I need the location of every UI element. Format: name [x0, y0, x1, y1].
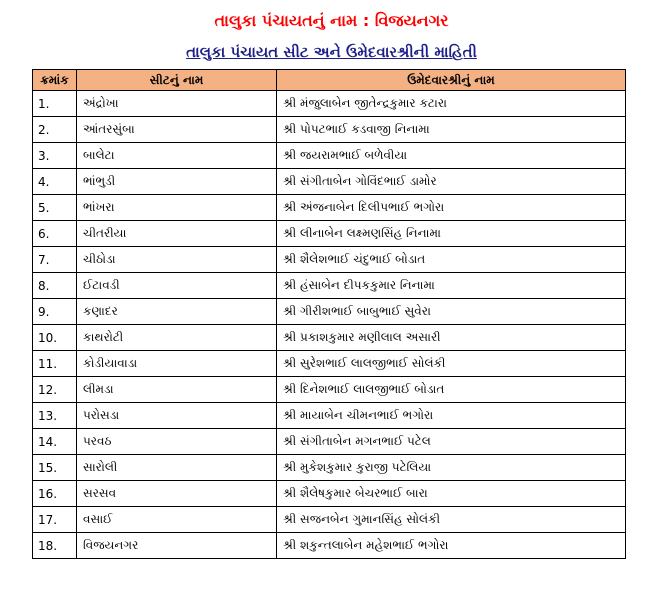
seat-name-cell: સારોલી — [77, 455, 277, 481]
serial-no-cell: 13. — [33, 403, 77, 429]
seat-name-cell: અંદ્રોખા — [77, 91, 277, 117]
serial-no-cell: 11. — [33, 351, 77, 377]
candidate-name-cell: શ્રી જયરામભાઈ બળેવીયા — [277, 143, 626, 169]
seat-name-cell: સરસવ — [77, 481, 277, 507]
seat-name-cell: કાથરોટી — [77, 325, 277, 351]
serial-no-cell: 1. — [33, 91, 77, 117]
seat-name-cell: ભાંભુડી — [77, 169, 277, 195]
seat-name-cell: પરવઠ — [77, 429, 277, 455]
candidate-name-cell: શ્રી પોપટભાઈ કડવાજી નિનામા — [277, 117, 626, 143]
table-row — [33, 91, 626, 117]
serial-no-cell: 4. — [33, 169, 77, 195]
header-candidate-name: ઉમેદવારશ્રીનું નામ — [277, 70, 626, 91]
header-row — [33, 70, 626, 91]
header-serial-no: ક્રમાંક — [33, 70, 77, 91]
table-row — [33, 325, 626, 351]
table-row — [33, 169, 626, 195]
candidate-name-cell: શ્રી હંસાબેન દીપકકુમાર નિનામા — [277, 273, 626, 299]
seat-name-cell: વિજયનગર — [77, 533, 277, 559]
serial-no-cell: 6. — [33, 221, 77, 247]
candidate-name-cell: શ્રી સજનબેન ગુમાનસિંહ સોલંકી — [277, 507, 626, 533]
table-body — [33, 91, 626, 559]
table-header — [33, 70, 626, 91]
table-row — [33, 377, 626, 403]
candidate-name-cell: શ્રી માયાબેન ચીમનભાઈ ભગોરા — [277, 403, 626, 429]
candidate-name-cell: શ્રી પ્રકાશકુમાર મણીલાલ અસારી — [277, 325, 626, 351]
serial-no-cell: 14. — [33, 429, 77, 455]
serial-no-cell: 10. — [33, 325, 77, 351]
candidate-name-cell: શ્રી દિનેશભાઈ લાલજીભાઈ બોડાત — [277, 377, 626, 403]
table-row — [33, 195, 626, 221]
seat-name-cell: ઈટાવડી — [77, 273, 277, 299]
table-row — [33, 351, 626, 377]
table-row — [33, 533, 626, 559]
seat-name-cell: ચીતરીયા — [77, 221, 277, 247]
candidate-name-cell: શ્રી લીનાબેન લક્ષ્મણસિંહ નિનામા — [277, 221, 626, 247]
candidate-name-cell: શ્રી શૈલેષકુમાર બેચરભાઈ બારા — [277, 481, 626, 507]
page-title: તાલુકા પંચાયતનું નામ : વિજયનગર — [214, 11, 449, 30]
page-subtitle: તાલુકા પંચાયત સીટ અને ઉમેદવારશ્રીની માહિતી — [186, 43, 477, 61]
table-row — [33, 455, 626, 481]
table-row — [33, 221, 626, 247]
header-seat-name: સીટનું નામ — [77, 70, 277, 91]
candidate-name-cell: શ્રી સુરેશભાઈ લાલજીભાઈ સોલંકી — [277, 351, 626, 377]
candidate-name-cell: શ્રી મુકેશકુમાર કુરાજી પટેલિયા — [277, 455, 626, 481]
candidate-name-cell: શ્રી સંગીતાબેન મગનભાઈ પટેલ — [277, 429, 626, 455]
serial-no-cell: 5. — [33, 195, 77, 221]
candidate-name-cell: શ્રી સંગીતાબેન ગોવિંદભાઈ ડામોર — [277, 169, 626, 195]
serial-no-cell: 3. — [33, 143, 77, 169]
candidate-name-cell: શ્રી શકુન્તલાબેન મહેશભાઈ ભગોરા — [277, 533, 626, 559]
serial-no-cell: 15. — [33, 455, 77, 481]
seat-name-cell: ચીઠોડા — [77, 247, 277, 273]
seat-name-cell: પરોસડા — [77, 403, 277, 429]
serial-no-cell: 8. — [33, 273, 77, 299]
seat-name-cell: બાલેટા — [77, 143, 277, 169]
serial-no-cell: 9. — [33, 299, 77, 325]
seat-name-cell: કોડીયાવાડા — [77, 351, 277, 377]
table-row — [33, 429, 626, 455]
table-row — [33, 507, 626, 533]
candidate-name-cell: શ્રી અંજનાબેન દિલીપભાઈ ભગોરા — [277, 195, 626, 221]
serial-no-cell: 12. — [33, 377, 77, 403]
serial-no-cell: 7. — [33, 247, 77, 273]
seat-name-cell: કણાદર — [77, 299, 277, 325]
serial-no-cell: 16. — [33, 481, 77, 507]
candidate-name-cell: શ્રી મંજુલાબેન જીતેન્દ્રકુમાર કટારા — [277, 91, 626, 117]
seat-name-cell: વસાઈ — [77, 507, 277, 533]
seat-name-cell: આંતરસુંબા — [77, 117, 277, 143]
table-row — [33, 273, 626, 299]
table-row — [33, 143, 626, 169]
table-row — [33, 247, 626, 273]
table-row — [33, 117, 626, 143]
serial-no-cell: 18. — [33, 533, 77, 559]
table-row — [33, 403, 626, 429]
candidate-name-cell: શ્રી ગીરીશભાઈ બાબુભાઈ સુવેરા — [277, 299, 626, 325]
seat-name-cell: ભાંખરા — [77, 195, 277, 221]
serial-no-cell: 17. — [33, 507, 77, 533]
seat-candidate-table — [32, 69, 626, 559]
candidate-name-cell: શ્રી શૈલેશભાઈ ચંદુભાઈ બોડાત — [277, 247, 626, 273]
table-row — [33, 299, 626, 325]
seat-name-cell: લીમડા — [77, 377, 277, 403]
serial-no-cell: 2. — [33, 117, 77, 143]
table-row — [33, 481, 626, 507]
